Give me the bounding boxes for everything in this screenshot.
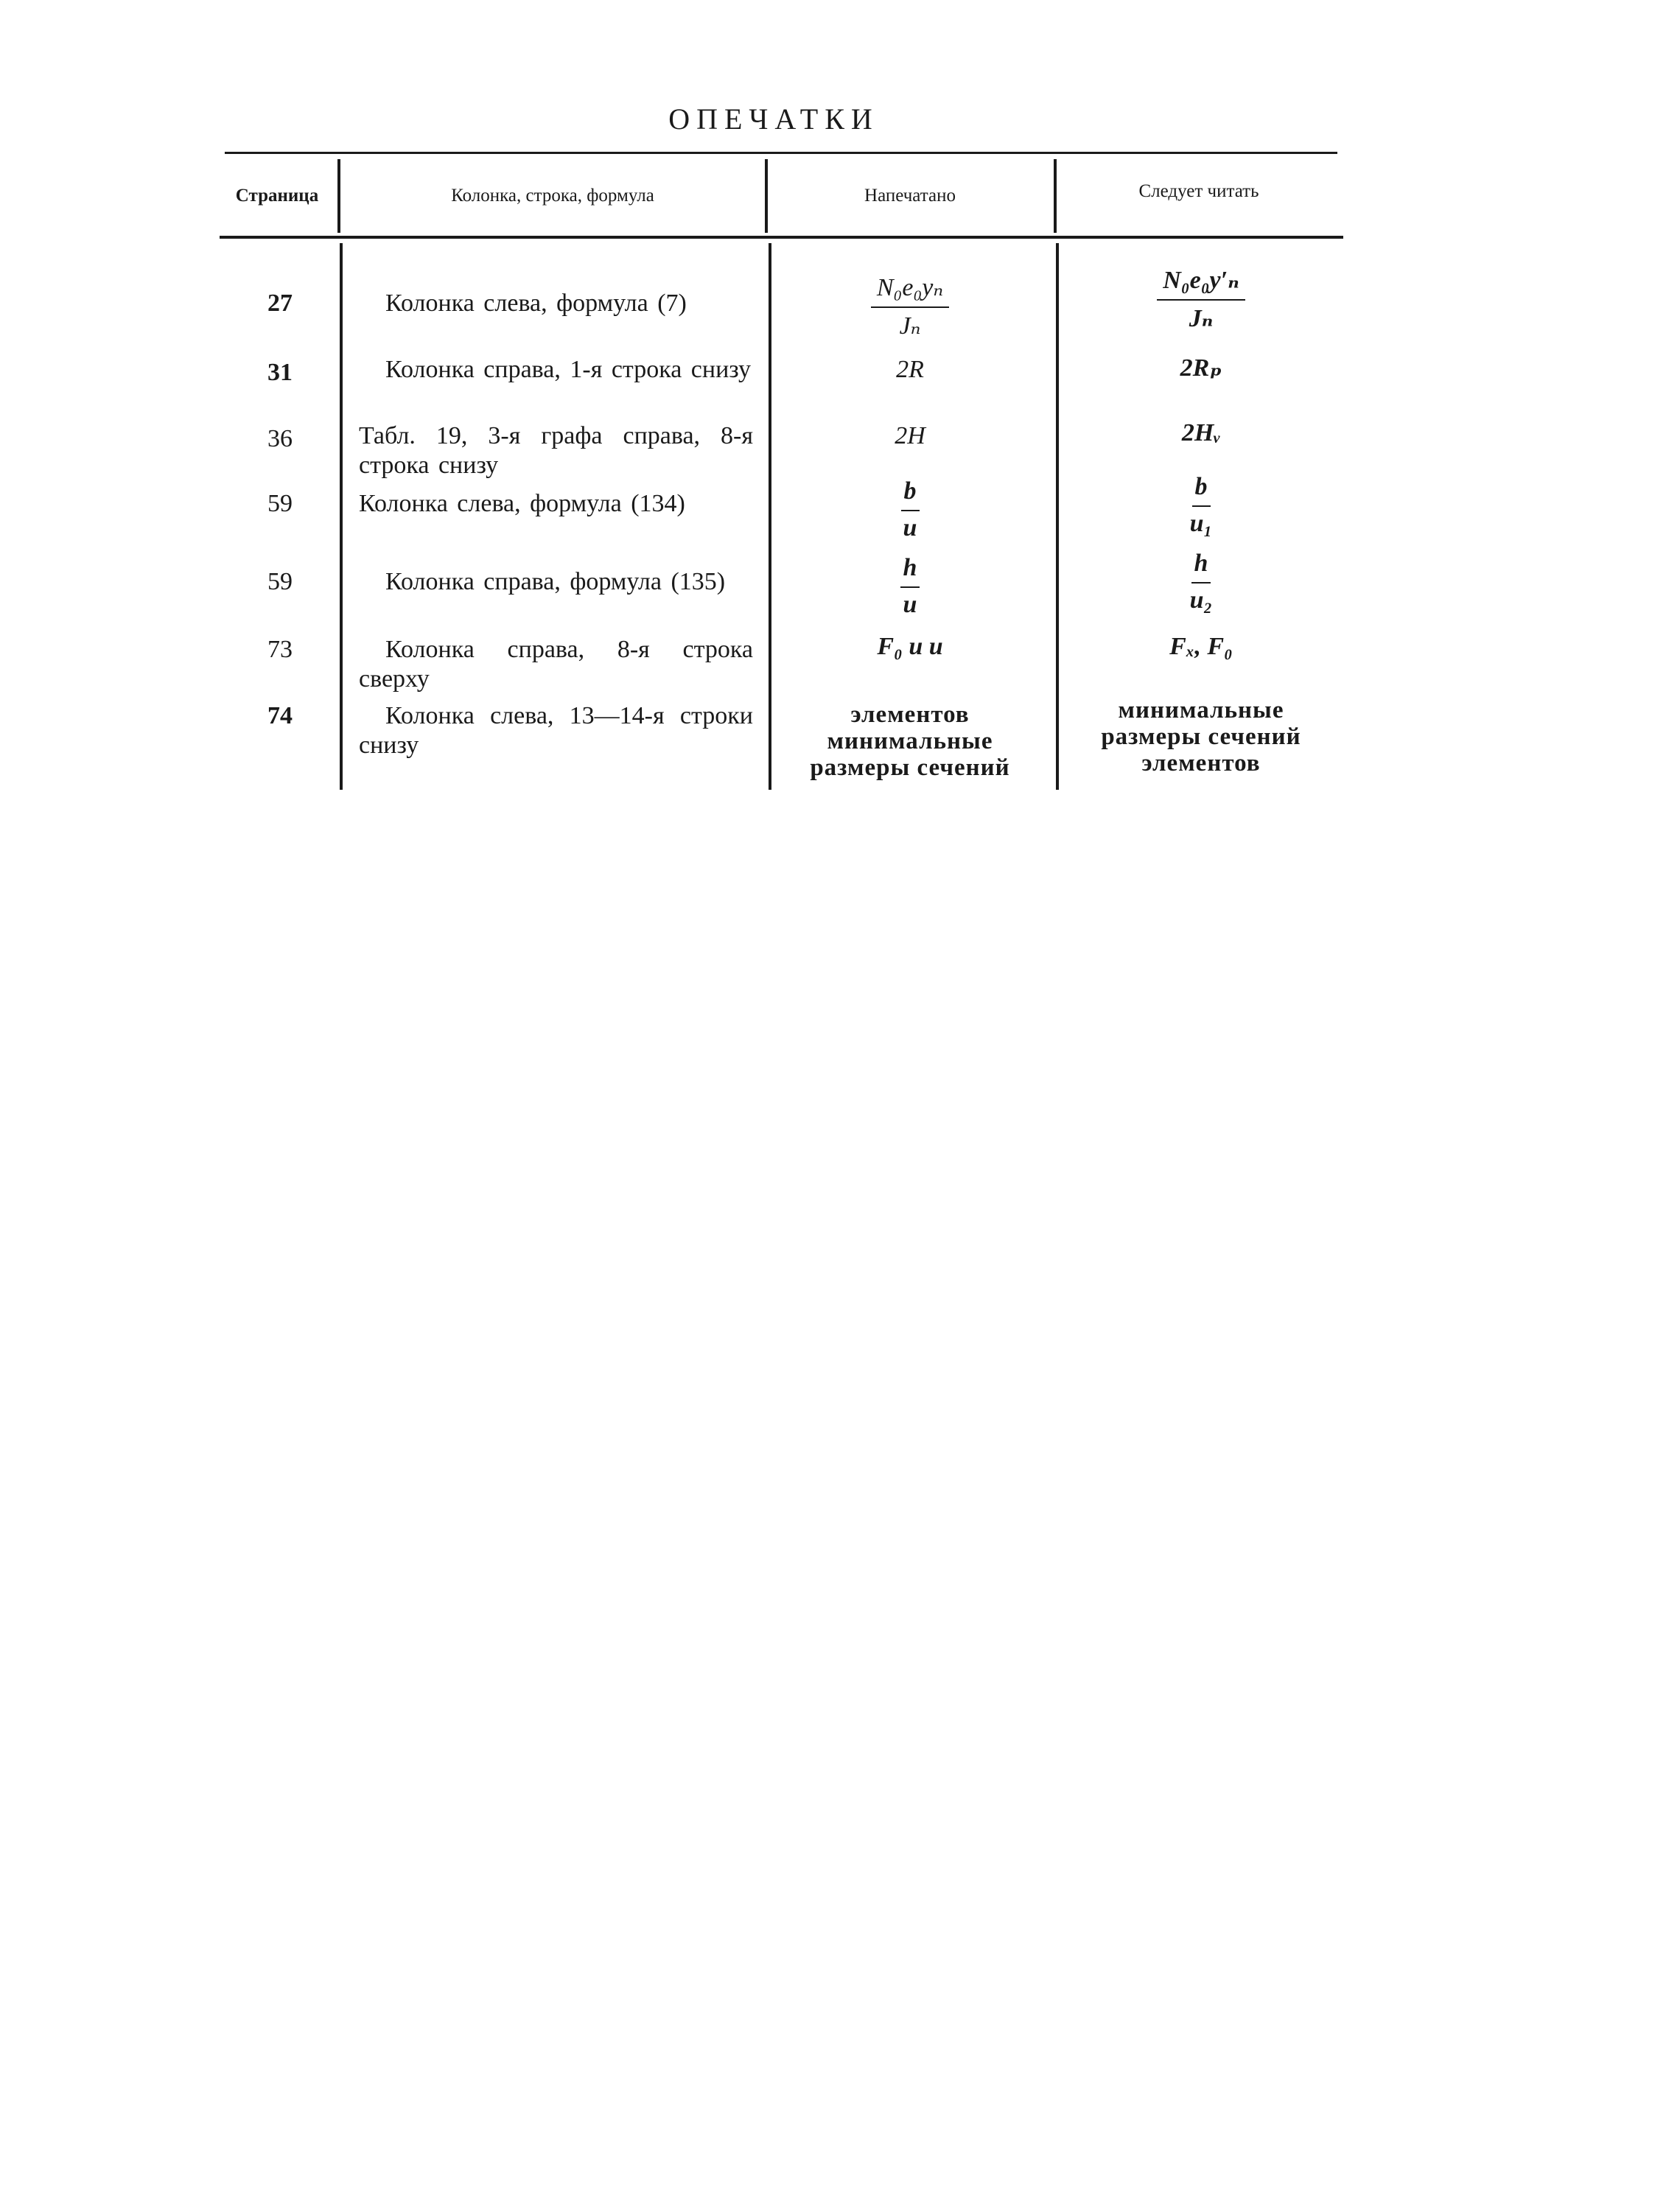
printed-value: 2H — [895, 422, 925, 449]
row-location: Колонка справа, 8-я строка сверху — [359, 636, 753, 693]
row-location: Колонка слева, 13—14-я строки снизу — [359, 702, 753, 759]
row-location: Табл. 19, 3-я графа справа, 8-я строка снизу — [359, 422, 753, 479]
printed-formula: $\frac{b}{u}$ — [770, 477, 1050, 542]
correct-text: минимальные размеры сечений элементов — [1101, 697, 1301, 777]
row-page: 27 — [267, 290, 293, 317]
row-page: 31 — [267, 359, 293, 386]
correct-value: 2Rₚ — [1180, 354, 1222, 382]
correct-value: 2Hᵥ — [1181, 419, 1221, 446]
row-location: Колонка слева, формула (134) — [359, 490, 685, 517]
header-correct: Следует читать — [1138, 181, 1259, 201]
row-page: 36 — [267, 425, 293, 452]
header-divider — [1054, 159, 1057, 233]
row-location: Колонка слева, формула (7) — [385, 290, 687, 317]
row-page: 74 — [267, 702, 293, 729]
header-location: Колонка, строка, формула — [451, 186, 654, 206]
row-location: Колонка справа, формула (135) — [385, 568, 726, 595]
printed-formula: $\frac{\text{N₀e₀yₙ}}{\text{Jₙ}}$ — [770, 273, 1050, 340]
column-divider — [340, 243, 343, 790]
row-page: 59 — [267, 490, 293, 517]
row-page: 73 — [267, 636, 293, 663]
table-top-rule — [225, 152, 1337, 154]
table-header-rule — [220, 236, 1343, 239]
printed-text: элементов минимальные размеры сечений — [810, 701, 1010, 781]
row-page: 59 — [267, 568, 293, 595]
correct-formula: $\frac{\text{N₀e₀y′ₙ}}{\text{Jₙ}}$ — [1061, 265, 1341, 333]
column-divider — [1056, 243, 1059, 790]
printed-value: F₀ и u — [877, 633, 943, 660]
correct-value: Fₓ, F₀ — [1169, 633, 1233, 660]
header-page: Страница — [235, 186, 319, 206]
page-title: ОПЕЧАТКИ — [668, 102, 879, 136]
header-printed: Напечатано — [864, 186, 956, 206]
header-divider — [765, 159, 768, 233]
header-divider — [337, 159, 340, 233]
printed-value: 2R — [896, 356, 924, 383]
row-location: Колонка справа, 1-я строка снизу — [385, 356, 751, 383]
printed-formula: $\frac{h}{u}$ — [770, 554, 1050, 619]
correct-formula: $\frac{h}{\text{u₂}}$ — [1189, 550, 1213, 614]
correct-formula: $\frac{b}{\text{u₁}}$ — [1189, 473, 1213, 537]
